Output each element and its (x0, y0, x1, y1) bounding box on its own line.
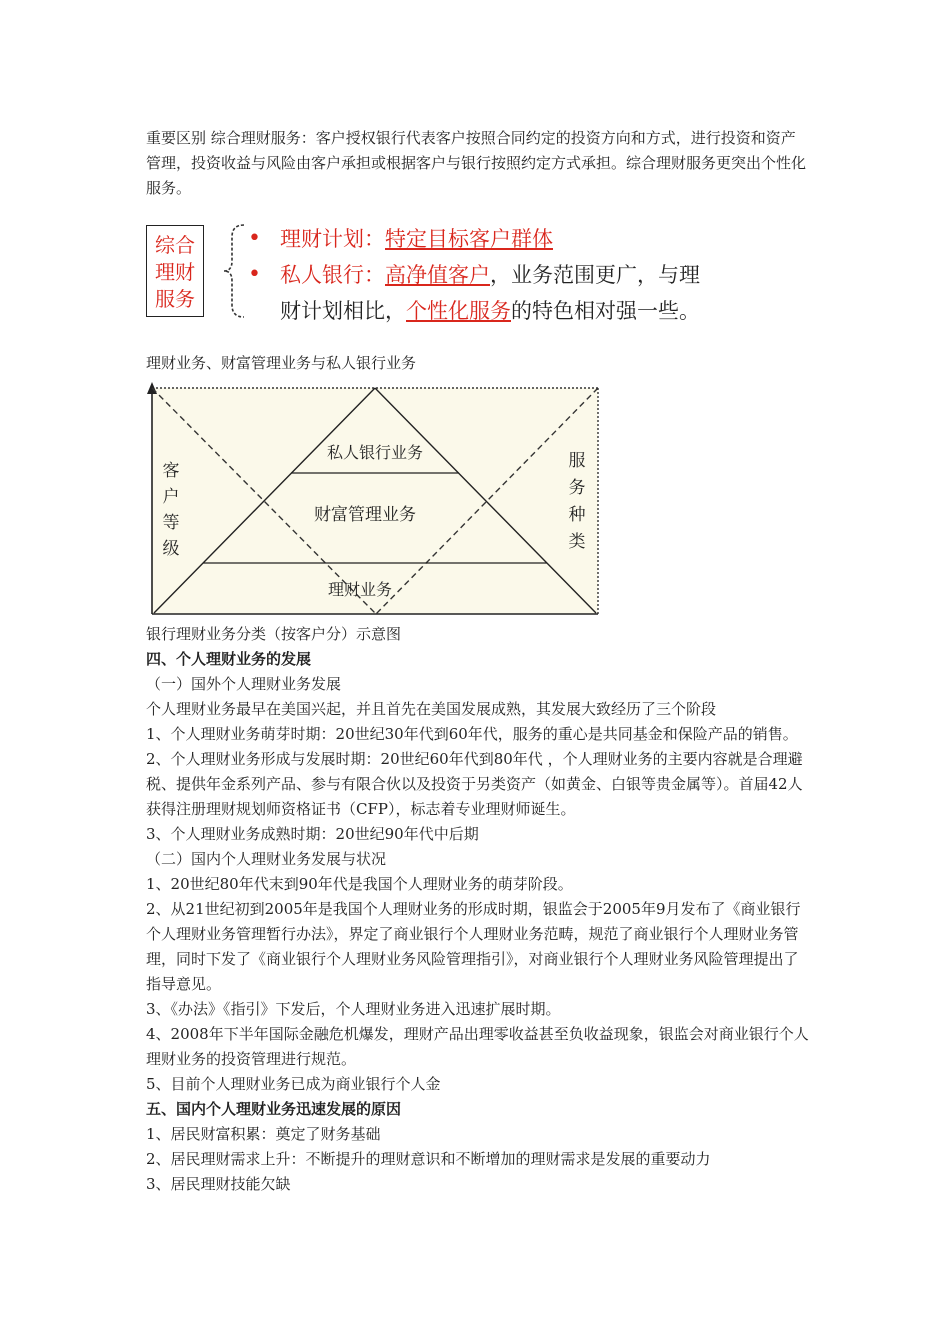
pyramid-top-label: 私人银行业务 (326, 443, 424, 462)
right-axis-char: 种 (568, 505, 586, 525)
box-line: 理财 (155, 260, 195, 284)
right-axis-char: 类 (568, 532, 586, 552)
service-bullets (248, 221, 816, 329)
section-heading: 五、国内个人理财业务迅速发展的原因 (146, 1100, 402, 1118)
bullet-value: 特定目标客户群体 (385, 227, 553, 251)
body-paragraph: 2、从21世纪初到2005年是我国个人理财业务的形成时期，银监会于2005年9月发布了《商业银行个人理财业务管理暂行办法》，界定了商业银行个人理财业务范畴，规范了商业银行个人理财业务管理，同时下发了《商业银行个人理财业务风险管理指引》，对商业银行个人理财业务风险管理提出了指导意见。 (146, 900, 801, 993)
bullet-value: 高净值客户 (385, 263, 490, 287)
comprehensive-service-box (146, 225, 204, 317)
pyramid-title: 理财业务、财富管理业务与私人银行业务 (146, 354, 417, 372)
bullet-label: 私人银行： (280, 263, 385, 287)
body-paragraph: 1、20世纪80年代末到90年代是我国个人理财业务的萌芽阶段。 (146, 875, 573, 893)
body-paragraph: 5、目前个人理财业务已成为商业银行个人金 (146, 1075, 441, 1093)
intro-paragraph: 重要区别 综合理财服务：客户授权银行代表客户按照合同约定的投资方向和方式，进行投资和资产管理，投资收益与风险由客户承担或根据客户与银行按照约定方式承担。综合理财服务更突出个性化服务。 (146, 129, 807, 197)
bullet-text: 的特色相对强一些。 (511, 299, 700, 323)
bullet-private-banking (248, 257, 816, 293)
bullet-continuation (256, 293, 816, 329)
left-axis-char: 户 (162, 487, 180, 507)
bullet-text: 财计划相比， (280, 299, 406, 323)
pyramid-diagram (146, 380, 604, 618)
pyramid-middle-label: 财富管理业务 (314, 505, 416, 525)
bullet-label: 理财计划： (280, 227, 385, 251)
body-paragraph: 3、居民理财技能欠缺 (146, 1175, 291, 1193)
left-axis-char: 客 (162, 461, 180, 481)
bullet-financial-plan (248, 221, 816, 257)
bullet-rest: ，业务范围更广，与理 (490, 263, 700, 287)
body-paragraph: 3、《办法》《指引》下发后，个人理财业务进入迅速扩展时期。 (146, 1000, 561, 1018)
body-paragraph: 1、个人理财业务萌芽时期：20世纪30年代到60年代，服务的重心是共同基金和保险产品的销售。 (146, 725, 798, 743)
right-axis-char: 服 (568, 451, 586, 471)
right-axis-char: 务 (568, 478, 586, 498)
pyramid-caption: 银行理财业务分类（按客户分）示意图 (146, 625, 402, 643)
pyramid-bottom-label: 理财业务 (327, 580, 393, 599)
body-paragraph: （二）国内个人理财业务发展与状况 (146, 850, 387, 868)
body-paragraph: 2、居民理财需求上升：不断提升的理财意识和不断增加的理财需求是发展的重要动力 (146, 1150, 711, 1168)
body-paragraph: （一）国外个人理财业务发展 (146, 675, 342, 693)
body-paragraph: 4、2008年下半年国际金融危机爆发，理财产品出理零收益甚至负收益现象，银监会对商业银行个人理财业务的投资管理进行规范。 (146, 1025, 809, 1068)
body-paragraph: 个人理财业务最早在美国兴起，并且首先在美国发展成熟，其发展大致经历了三个阶段 (146, 700, 717, 718)
bullet-dot-icon: • (248, 262, 261, 287)
section-heading: 四、个人理财业务的发展 (146, 650, 312, 668)
bullet-dot-icon: • (248, 226, 261, 251)
left-axis-char: 等 (162, 513, 180, 533)
box-line: 综合 (155, 233, 195, 257)
bullet-value: 个性化服务 (406, 299, 511, 323)
body-paragraph: 1、居民财富积累：奠定了财务基础 (146, 1125, 381, 1143)
curly-brace-icon (220, 221, 250, 321)
left-axis-char: 级 (162, 539, 180, 559)
body-paragraph: 3、个人理财业务成熟时期：20世纪90年代中后期 (146, 825, 479, 843)
document-body (146, 126, 810, 1197)
service-comparison-diagram (146, 219, 810, 321)
body-paragraph: 2、个人理财业务形成与发展时期：20世纪60年代到80年代 ，个人理财业务的主要内容就是合理避税、提供年金系列产品、参与有限合伙以及投资于另类资产（如黄金、白银等贵金属等）。首届42人获得注册理财规划师资格证书（CFP），标志着专业理财师诞生。 (146, 750, 803, 818)
body-paragraphs (146, 647, 810, 1197)
box-line: 服务 (155, 287, 195, 311)
